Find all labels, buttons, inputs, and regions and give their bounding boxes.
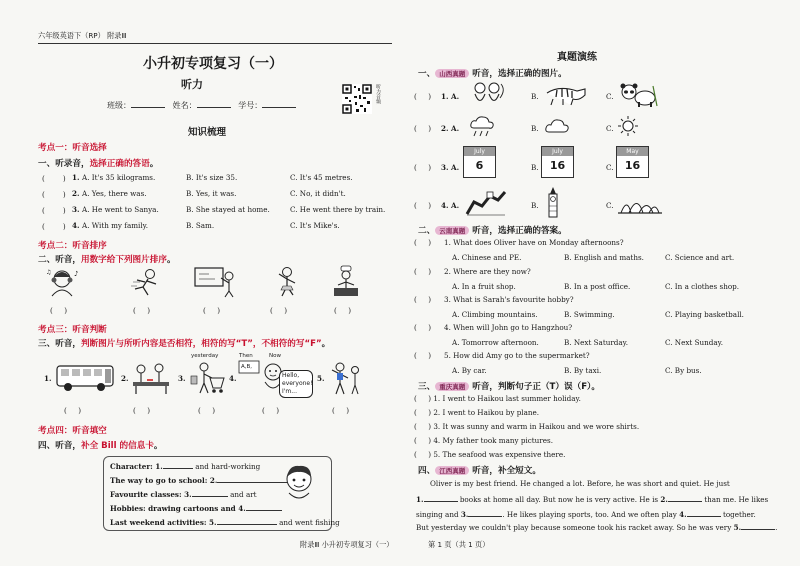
option-a[interactable]: A. In a fruit shop. <box>452 282 516 291</box>
speech-bubble: Hello, everyone! I'm... <box>279 370 313 398</box>
option-c[interactable]: C. In a clothes shop. <box>665 282 740 291</box>
question-number: 3. <box>72 205 80 214</box>
tf-row: ( ) 5. The seafood was expensive there. <box>414 450 566 459</box>
name-label: 姓名： <box>172 101 197 110</box>
option-a[interactable]: A. Tomorrow afternoon. <box>452 338 539 347</box>
option-c[interactable]: C. It's 45 metres. <box>290 173 353 182</box>
question-row: ( ) <box>42 174 66 183</box>
question-number: 4. <box>72 221 80 230</box>
passage-line-1: Oliver is my best friend. He changed a lot. Before, he was short and quiet. He just <box>430 479 730 488</box>
option-c[interactable]: C. Next Sunday. <box>665 338 724 347</box>
option-a[interactable]: A. With my family. <box>82 221 149 230</box>
option-a[interactable]: A. It's 35 kilograms. <box>82 173 156 182</box>
footer-right: 第 1 页（共 1 页） <box>428 540 490 549</box>
question-row: ( ) <box>414 295 432 304</box>
card-row: Character: 1. and hard-working <box>110 462 261 471</box>
abc-label: A,B, <box>241 364 253 370</box>
card-blank-5[interactable] <box>217 517 277 525</box>
picture-number: 2. <box>121 374 129 383</box>
section-1-instruction: 一、听录音，选择正确的答语。 <box>38 159 159 169</box>
option-a[interactable]: A. By car. <box>452 366 487 375</box>
question-number: 1. <box>72 173 80 182</box>
option-c[interactable]: C. No, it didn't. <box>290 189 346 198</box>
knowledge-heading: 知识梳理 <box>188 127 227 138</box>
svg-text:♪: ♪ <box>74 270 79 278</box>
id-blank[interactable] <box>262 100 296 108</box>
passage-blank-2[interactable] <box>668 494 702 502</box>
bus-icon <box>56 363 114 393</box>
option-b[interactable]: B. In a post office. <box>564 282 631 291</box>
great-wall-icon <box>466 188 506 216</box>
card-row: Hobbies: drawing cartoons and 4. <box>110 503 282 513</box>
qr-caption: 听力音频 <box>375 84 381 104</box>
source-tag: 山西真题 <box>435 69 469 78</box>
order-blank-2[interactable]: ( ) <box>133 306 151 315</box>
question-number: 4. A. <box>441 201 460 210</box>
girl-listening-music-icon <box>44 268 84 298</box>
order-blank-3[interactable]: ( ) <box>203 306 221 315</box>
footer-left: 附录Ⅲ 小升初专项复习（一） <box>300 540 394 549</box>
section-r2-heading: 二、 云南真题 听音，选择正确的答案。 <box>418 226 567 236</box>
source-tag: 江西真题 <box>435 466 469 475</box>
option-b-label: B. <box>531 124 539 133</box>
practice-title: 真题演练 <box>557 52 597 63</box>
point-1-heading: 考点一：听音选择 <box>38 143 107 153</box>
passage-blank-3[interactable] <box>468 509 502 517</box>
cloudy-icon <box>544 117 570 135</box>
big-ben-icon <box>545 186 561 218</box>
family-at-table-icon <box>131 360 171 396</box>
passage-line-2: 1. books at home all day. But now he is very active. He is 2. than me. He likes <box>416 495 769 504</box>
passage-blank-5[interactable] <box>741 522 775 530</box>
card-row: The way to go to school: 2. <box>110 475 289 485</box>
girl-dancing-icon <box>272 266 302 298</box>
tf-row: ( ) 1. I went to Haikou last summer holiday. <box>414 394 581 403</box>
name-blank[interactable] <box>197 100 231 108</box>
then-label: Then <box>239 353 253 359</box>
picture-number: 5. <box>317 374 325 383</box>
question-row: ( ) <box>414 163 432 172</box>
option-c[interactable]: C. It's Mike's. <box>290 221 340 230</box>
option-a[interactable]: A. He went to Sanya. <box>82 205 159 214</box>
calendar-july-6: July 6 <box>463 146 496 178</box>
passage-blank-4[interactable] <box>687 509 721 517</box>
option-b[interactable]: B. By taxi. <box>564 366 602 375</box>
rainy-cloud-icon <box>469 115 495 139</box>
picture-number: 3. <box>178 374 186 383</box>
option-b-label: B. <box>531 92 539 101</box>
boy-running-icon <box>128 268 166 298</box>
judge-blank-5[interactable]: ( ) <box>332 406 350 415</box>
option-b-label: B. <box>531 201 539 210</box>
sunny-icon <box>617 115 639 137</box>
question-row: ( ) <box>414 238 432 247</box>
option-c-label: C. <box>606 201 614 210</box>
tf-row: ( ) 3. It was sunny and warm in Haikou and we wore shirts. <box>414 422 640 431</box>
card-blank-4[interactable] <box>246 503 282 511</box>
question-row: ( ) <box>414 201 432 210</box>
kids-playing-icon <box>328 360 364 398</box>
question-text: 4. When will John go to Hangzhou? <box>444 323 573 332</box>
now-label: Now <box>269 353 281 359</box>
option-c-label: C. <box>606 163 614 172</box>
question-row: ( ) <box>414 124 432 133</box>
option-b[interactable]: B. Next Saturday. <box>564 338 629 347</box>
card-row: Last weekend activities: 5. and went fishing <box>110 518 340 527</box>
question-row: ( ) <box>42 206 66 215</box>
tf-row: ( ) 2. I went to Haikou by plane. <box>414 408 540 417</box>
question-number: 3. A. <box>441 163 460 172</box>
order-blank-1[interactable]: ( ) <box>50 306 68 315</box>
question-text: 5. How did Amy go to the supermarket? <box>444 351 590 360</box>
id-label: 学号： <box>238 101 263 110</box>
option-c[interactable]: C. Playing basketball. <box>665 310 744 319</box>
question-number: 1. A. <box>441 92 460 101</box>
class-label: 班级： <box>107 101 131 110</box>
girl-shopping-icon <box>188 360 228 396</box>
option-b[interactable]: B. She stayed at home. <box>186 205 270 214</box>
picture-number: 4. <box>229 374 237 383</box>
option-b-label: B. <box>531 163 539 172</box>
calendar-may-16: May 16 <box>616 146 649 178</box>
question-text: 1. What does Oliver have on Monday afternoons? <box>444 238 624 247</box>
passage-line-3: singing and 3. . He likes playing sports, too. And we often play 4. together. <box>416 510 756 519</box>
option-b[interactable]: B. English and maths. <box>564 253 644 262</box>
option-b[interactable]: B. Swimming. <box>564 310 615 319</box>
option-a[interactable]: A. Yes, there was. <box>82 189 147 198</box>
form-fields <box>107 100 296 111</box>
option-b[interactable]: B. Sam. <box>186 221 215 230</box>
section-r1-heading: 一、 山西真题 听音，选择正确的图片。 <box>418 69 567 79</box>
yesterday-label: yesterday <box>191 353 219 359</box>
picture-number: 1. <box>44 374 52 383</box>
question-row: ( ) <box>42 222 66 231</box>
option-b[interactable]: B. Yes, it was. <box>186 189 237 198</box>
teacher-blackboard-icon <box>193 266 237 298</box>
svg-text:♫: ♫ <box>46 269 52 276</box>
card-blank-2[interactable] <box>217 475 289 483</box>
page-title: 小升初专项复习（一） <box>143 56 283 72</box>
bill-avatar-icon <box>281 463 317 501</box>
option-a[interactable]: A. Climbing mountains. <box>452 310 538 319</box>
section-3-instruction: 三、听音，判断图片与所听内容是否相符，相符的写“T”，不相符的写“F”。 <box>38 339 331 349</box>
option-b[interactable]: B. It's size 35. <box>186 173 238 182</box>
card-blank-1[interactable] <box>163 461 193 469</box>
sydney-opera-house-icon <box>617 193 663 215</box>
panda-icon <box>617 82 659 108</box>
question-number: 2. <box>72 189 80 198</box>
order-blank-5[interactable]: ( ) <box>334 306 352 315</box>
source-tag: 云南真题 <box>435 226 469 235</box>
judge-blank-2[interactable]: ( ) <box>133 406 151 415</box>
option-c[interactable]: C. By bus. <box>665 366 702 375</box>
card-row: Favourite classes: 3. and art <box>110 490 257 499</box>
question-row: ( ) <box>414 92 432 101</box>
calendar-july-16: July 16 <box>541 146 574 178</box>
qr-code-icon[interactable] <box>342 84 372 114</box>
option-c[interactable]: C. He went there by train. <box>290 205 386 214</box>
question-row: ( ) <box>414 267 432 276</box>
option-c-label: C. <box>606 92 614 101</box>
option-c-label: C. <box>606 124 614 133</box>
card-blank-3[interactable] <box>192 489 228 497</box>
question-row: ( ) <box>414 351 432 360</box>
judge-blank-1[interactable]: ( ) <box>64 406 82 415</box>
option-c[interactable]: C. Science and art. <box>665 253 735 262</box>
section-4-instruction: 四、听音，补全 Bill 的信息卡。 <box>38 441 163 451</box>
passage-line-4: But yesterday we couldn't play because someone took his racket away. So he was very 5. . <box>416 523 778 532</box>
book-label: 六年级英语下（RP） 附录Ⅲ <box>38 31 127 40</box>
boy-cooking-icon <box>332 266 360 298</box>
section-2-instruction: 二、听音，用数字给下列图片排序。 <box>38 255 176 265</box>
order-blank-4[interactable]: ( ) <box>270 306 288 315</box>
tf-row: ( ) 4. My father took many pictures. <box>414 436 553 445</box>
point-3-heading: 考点三：听音判断 <box>38 325 107 335</box>
tiger-icon <box>543 83 589 107</box>
section-r3-heading: 三、 重庆真题 听音，判断句子正（T）误（F）。 <box>418 382 600 392</box>
page-subtitle: 听力 <box>181 78 203 91</box>
question-text: 3. What is Sarah's favourite hobby? <box>444 295 574 304</box>
question-row: ( ) <box>414 323 432 332</box>
point-4-heading: 考点四：听音填空 <box>38 426 107 436</box>
point-2-heading: 考点二：听音排序 <box>38 241 107 251</box>
question-number: 2. A. <box>441 124 460 133</box>
question-row: ( ) <box>42 190 66 199</box>
question-text: 2. Where are they now? <box>444 267 531 276</box>
passage-blank-1[interactable] <box>424 494 458 502</box>
class-blank[interactable] <box>131 100 165 108</box>
header-rule <box>38 43 392 44</box>
option-a[interactable]: A. Chinese and PE. <box>452 253 522 262</box>
monkey-icon <box>470 80 504 108</box>
judge-blank-4[interactable]: ( ) <box>262 406 280 415</box>
source-tag: 重庆真题 <box>435 382 469 391</box>
judge-blank-3[interactable]: ( ) <box>198 406 216 415</box>
section-r4-heading: 四、 江西真题 听音，补全短文。 <box>418 466 541 476</box>
